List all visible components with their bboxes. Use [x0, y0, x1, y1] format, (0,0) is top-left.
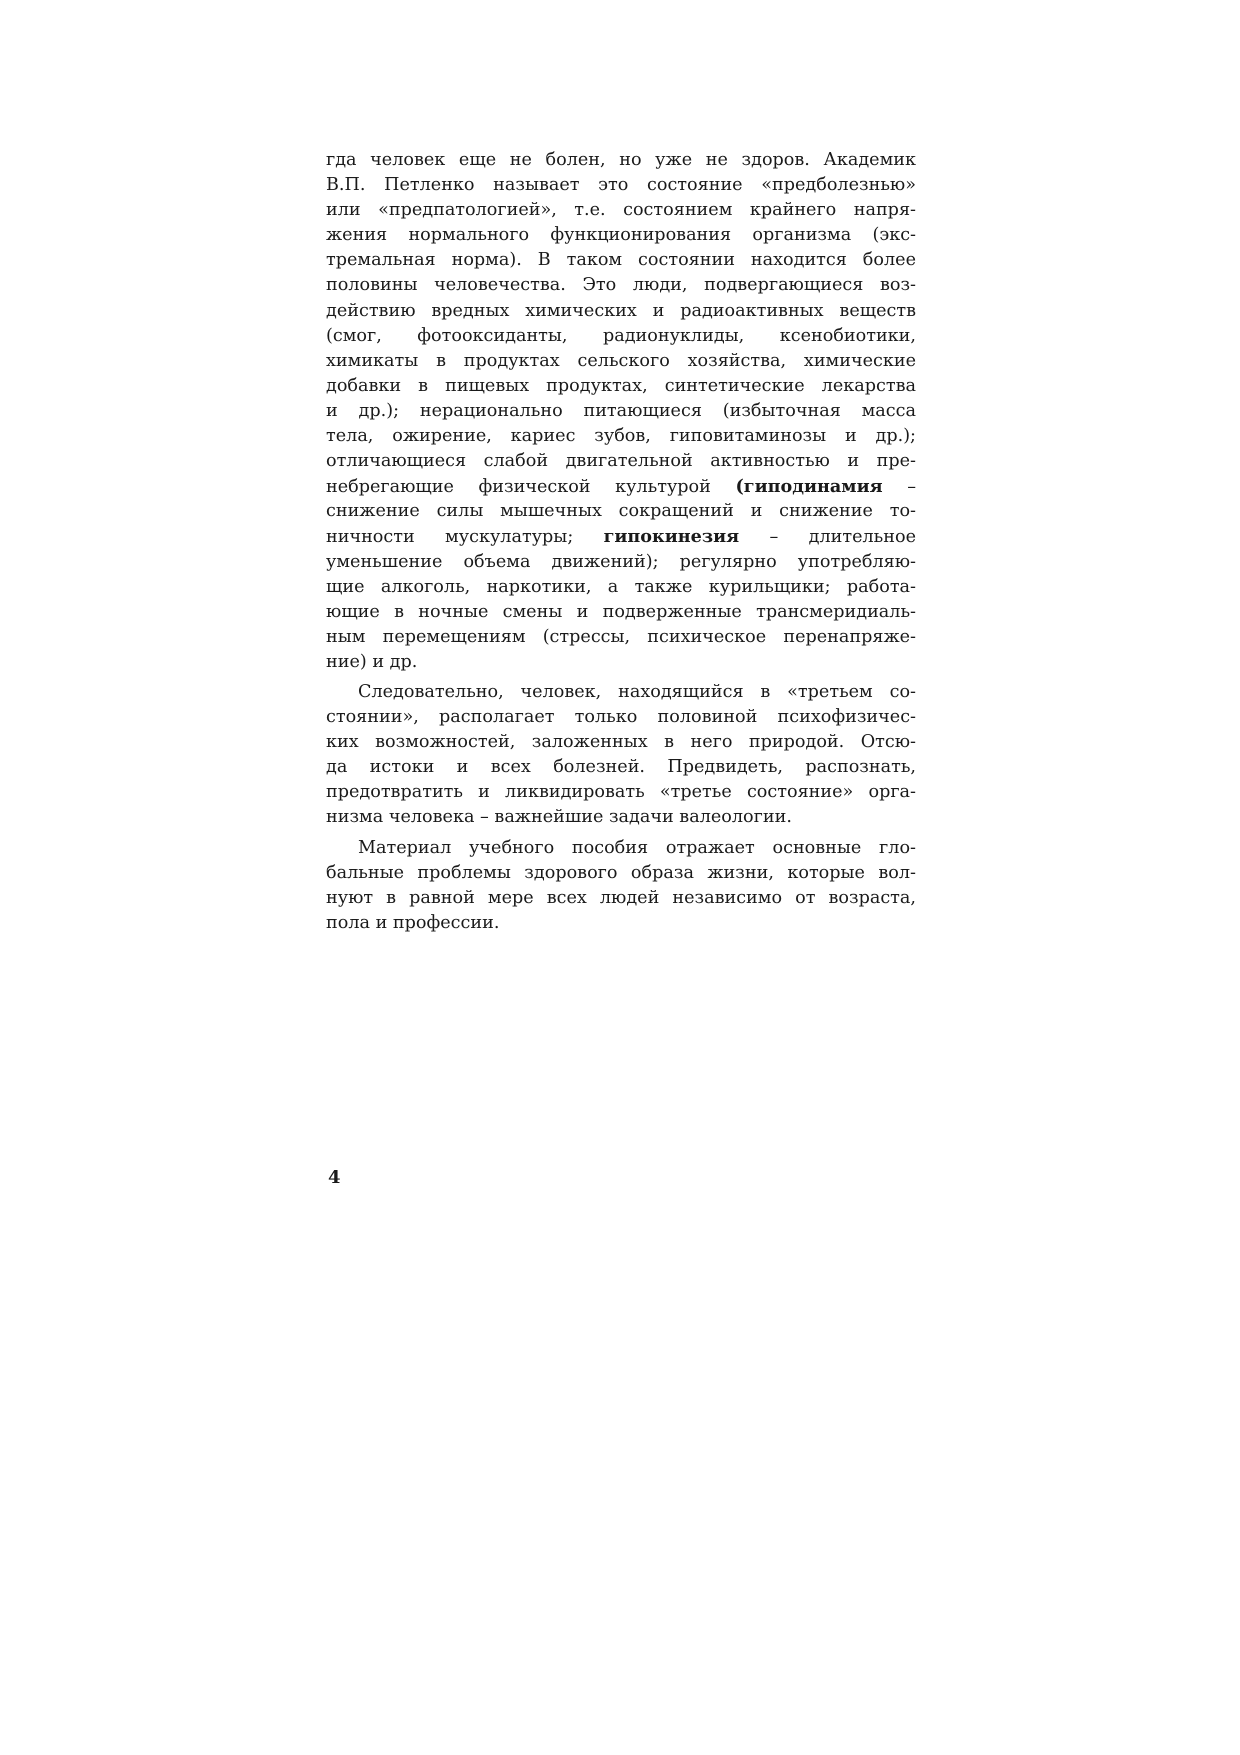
line-text: ничности мускулатуры;	[326, 527, 604, 548]
line-text: – длительное	[739, 527, 916, 548]
text-line: В.П. Петленко называет это состояние «предболезнью»	[326, 175, 916, 196]
text-line: ющие в ночные смены и подверженные трансмеридиаль-	[326, 601, 916, 622]
text-line: жения нормального функционирования организма (экс-	[326, 225, 916, 246]
text-line: или «предпатологией», т.е. состоянием крайнего напря-	[326, 200, 916, 221]
text-line: отличающиеся слабой двигательной активностью и пре-	[326, 451, 916, 472]
text-line: стоянии», располагает только половиной психофизичес-	[326, 707, 916, 728]
text-line: гда человек еще не болен, но уже не здоров. Академик	[326, 150, 916, 170]
text-line: химикаты в продуктах сельского хозяйства, химические	[326, 350, 916, 371]
text-line-with-term	[326, 474, 916, 499]
bold-term-hypokinesia: гипокинезия	[603, 526, 740, 548]
text-line: (смог, фотооксиданты, радионуклиды, ксенобиотики,	[326, 325, 916, 346]
text-line: снижение силы мышечных сокращений и снижение то-	[326, 501, 916, 522]
text-line: тела, ожирение, кариес зубов, гиповитаминозы и др.);	[326, 426, 916, 447]
text-line: щие алкоголь, наркотики, а также курильщики; работа-	[326, 576, 916, 597]
text-line: ких возможностей, заложенных в него природой. Отсю-	[326, 732, 916, 753]
bold-term-hypodynamia: (гиподинамия	[735, 476, 883, 498]
text-line: нуют в равной мере всех людей независимо от возраста,	[326, 887, 916, 908]
line-text: –	[882, 477, 916, 498]
text-line: добавки в пищевых продуктах, синтетические лекарства	[326, 375, 916, 396]
line-text: небрегающие физической культурой	[326, 477, 736, 498]
text-line: предотвратить и ликвидировать «третье состояние» орга-	[326, 782, 916, 803]
text-line: бальные проблемы здорового образа жизни, которые вол-	[326, 862, 916, 883]
paragraph-1	[326, 148, 916, 675]
text-line: низма человека – важнейшие задачи валеологии.	[326, 807, 792, 828]
paragraph-2	[326, 680, 916, 831]
text-line: Следовательно, человек, находящийся в «третьем со-	[358, 681, 916, 702]
paragraph-3	[326, 836, 916, 936]
text-line: ным перемещениям (стрессы, психическое перенапряже-	[326, 626, 916, 647]
text-line: Материал учебного пособия отражает основные гло-	[358, 837, 916, 858]
text-line: тремальная норма). В таком состоянии находится более	[326, 250, 916, 271]
text-line: ние) и др.	[326, 651, 418, 672]
text-line: да истоки и всех болезней. Предвидеть, распознать,	[326, 757, 916, 778]
page-number: 4	[328, 1167, 341, 1188]
text-line: действию вредных химических и радиоактивных веществ	[326, 300, 916, 321]
text-line: половины человечества. Это люди, подвергающиеся воз-	[326, 275, 916, 296]
text-line: пола и профессии.	[326, 912, 500, 933]
text-line-with-term	[326, 524, 916, 549]
text-line: уменьшение объема движений); регулярно употребляю-	[326, 551, 916, 572]
text-line: и др.); нерационально питающиеся (избыточная масса	[326, 400, 916, 421]
body-text	[326, 148, 916, 936]
